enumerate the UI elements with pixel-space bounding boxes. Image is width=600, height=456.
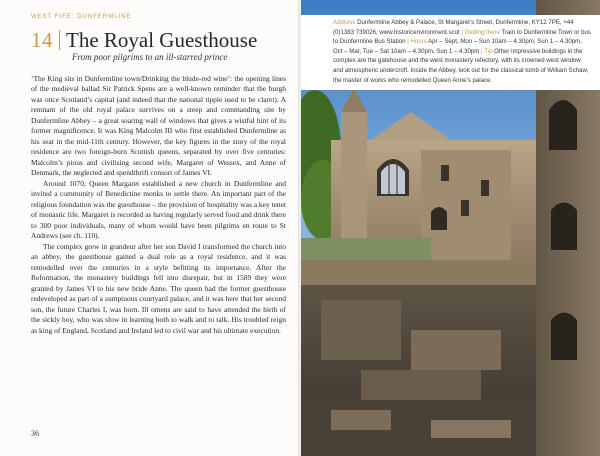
address-text: Dunfermline Abbey & Palace, St Margaret’s Street, Dunfermline, KY12 7PE, +44 (0)1383 739026, www.historicenvironment.scot — [333, 19, 574, 36]
title-divider — [59, 30, 60, 50]
separator: | — [461, 28, 465, 36]
chapter-heading — [31, 27, 257, 53]
getting-there-label: Getting there — [464, 28, 500, 36]
separator: | — [481, 47, 485, 55]
paragraph: Around 1070, Queen Margaret established a new church in Dunfermline and invited a community of Benedictine monks to settle there. An important part of the religious foundation was the guesthouse – the provision of hospitality was a key tenet of monastic life. Margaret is recorded as having regularly served food and drink there to 300 poor individuals, many of whom would have been pilgrims en route to St Andrews (see ch. 110). — [31, 178, 286, 241]
tip-label: Tip — [484, 47, 493, 55]
tip-text: Other impressive buildings in the complex are the gatehouse and the west monastery refectory, with its crowned west window and atmospheric undercroft. Inside the Abbey, look out for the classical tomb of William Schaw, the master of works who remodelled Queen Anne’s palace. — [333, 47, 589, 84]
hours-label: Hours — [410, 38, 427, 46]
page-number: 36 — [31, 429, 39, 438]
body-text — [31, 74, 286, 336]
address-label: Address — [333, 19, 356, 26]
separator: | — [407, 38, 411, 46]
chapter-subtitle: From poor pilgrims to an ill-starred prince — [72, 52, 228, 62]
hours-text: Apr – Sept, Mon – Sun 10am – 4.30pm, Sun 1 – 4.30pm, Oct – Mar, Tue – Sat 10am – 4.30pm, Sun 1 – 4.30pm — [333, 38, 582, 55]
getting-there-text: Train to Dunfermline Town or bus to Dunfermline Bus Station — [333, 28, 591, 46]
visitor-info-box — [301, 15, 600, 90]
visitor-info-text — [333, 18, 591, 85]
paragraph: The complex grew in grandeur after her son David I transformed the church into an abbey, the guesthouse gained a dual role as a royal residence, and it was remodelled over the centuries in a style befitting its importance. After the Reformation, the monastery buildings fell into disrepair, but in 1589 they were granted by James VI to his new bride Anne. The queen had the former guesthouse redeveloped as part of a sumptuous courtyard palace, and it was here that her second son, the future Charles I, was born. Ill omens are said to have attended the birth of the sickly boy, who was slow in learning both to walk and to talk. His troubled reign as king of England, Scotland and Ireland led to civil war and his ultimate execution. — [31, 241, 286, 335]
right-page — [301, 0, 600, 456]
paragraph: ‘The King sits in Dunfermline town/Drinking the blude-red wine’: the opening lines of the medieval ballad Sir Patrick Spens are a well-known reminder that the burgh was once Scotland’s capital (and indeed that the national tipple used to be claret). A remnant of the old royal palace survives on a steep and commanding site by Dunfermline Abbey – a great soaring wall of windows that gives a wistful hint of its former magnificence. It was King Malcolm III who first established Dunfermline as his seat in the mid-11th century. However, the key figures in the story of the royal residence are two foreign-born Scottish queens, separated by over five centuries: Malcolm’s pious and civilising second wife, Margaret of Wessex, and Anne of Denmark, the neglected and spendthrift consort of James VI. — [31, 74, 286, 178]
chapter-title: The Royal Guesthouse — [66, 28, 258, 52]
chapter-number: 14 — [31, 28, 53, 52]
running-head: WEST FIFE: DUNFERMLINE — [31, 14, 132, 20]
